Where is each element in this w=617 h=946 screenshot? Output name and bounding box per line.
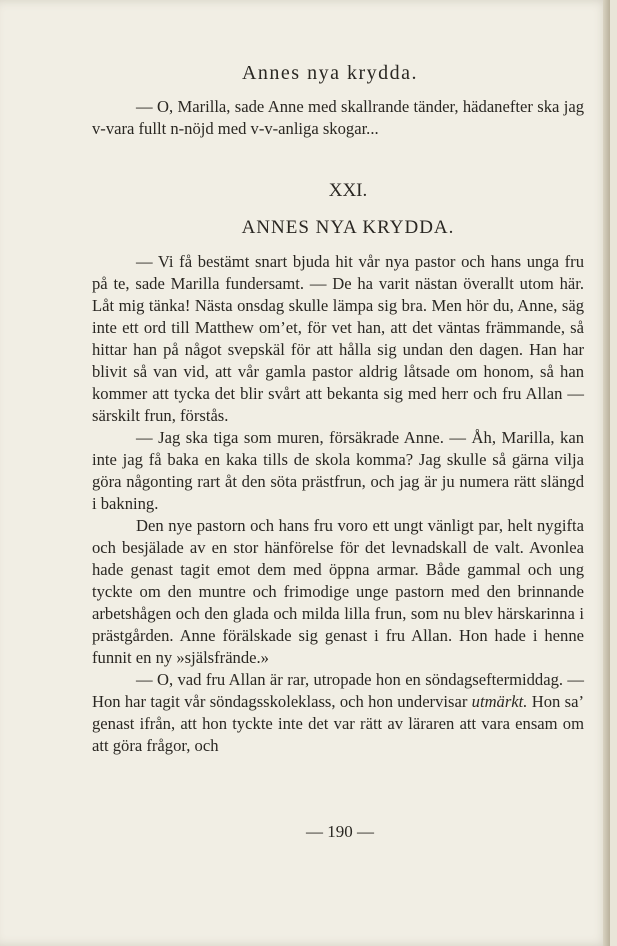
paragraph: Den nye pastorn och hans fru voro ett ungt vänligt par, helt nygifta och besjälade av en stor hänförelse för det levnadskall de valt. Avonlea hade genast tagit emot dem med öppna armar. Både gammal och ung tyckte om den muntre och frimodige unge pastorn med den brinnande arbetshågen och den glada och milda lilla frun, som nu blev härskarinna i prästgården. Anne förälskade sig genast i fru Allan. Hon hade i henne funnit en ny »själsfrände.»: [92, 516, 584, 667]
page-number: — 190 —: [306, 822, 374, 841]
paragraph-last: [92, 669, 584, 757]
emphasized-word: utmärkt.: [471, 692, 528, 711]
chapter-title: ANNES NYA KRYDDA.: [241, 217, 455, 238]
paragraph-text-start: — O, vad fru Allan är rar, utropade hon en söndagseftermiddag. — Hon har tagit vår söndagsskoleklass, och hon undervisar: [92, 670, 584, 711]
paragraph-text-end: Hon sa’ genast ifrån, att hon tyckte inte det var rätt av läraren att vara ensam om att göra frågor, och: [92, 692, 584, 755]
page-edge: [603, 0, 610, 946]
paragraph: — Jag ska tiga som muren, försäkrade Anne. — Åh, Marilla, kan inte jag få baka en kaka tills de skola komma? Jag skulle så gärna vilja göra någonting rart åt den söta prästfrun, och jag är ju numera rätt slängd i bakning.: [92, 428, 584, 513]
paragraph-dialogue-end: — O, Marilla, sade Anne med skallrande tänder, hädanefter ska jag v-vara fullt n-nöjd med v-v-anliga skogar...: [92, 97, 584, 138]
body-text: [92, 96, 584, 757]
chapter-numeral: XXI.: [328, 180, 368, 201]
running-head: Annes nya krydda.: [241, 62, 419, 84]
paragraph: — Vi få bestämt snart bjuda hit vår nya pastor och hans unga fru på te, sade Marilla fundersamt. — De ha varit nästan överallt utom här. Låt mig tänka! Nästa onsdag skulle lämpa sig bra. Men hör du, Anne, säg inte ett ord till Matthew om’et, för vet han, att det väntas främmande, så hittar han på något svepskäl för att hålla sig undan den dagen. Han har blivit så van vid, att vår gamla pastor aldrig låtsade om honom, så han kommer att tycka det blir svårt att bekanta sig med herr och fru Allan — särskilt frun, förstås.: [92, 252, 584, 425]
